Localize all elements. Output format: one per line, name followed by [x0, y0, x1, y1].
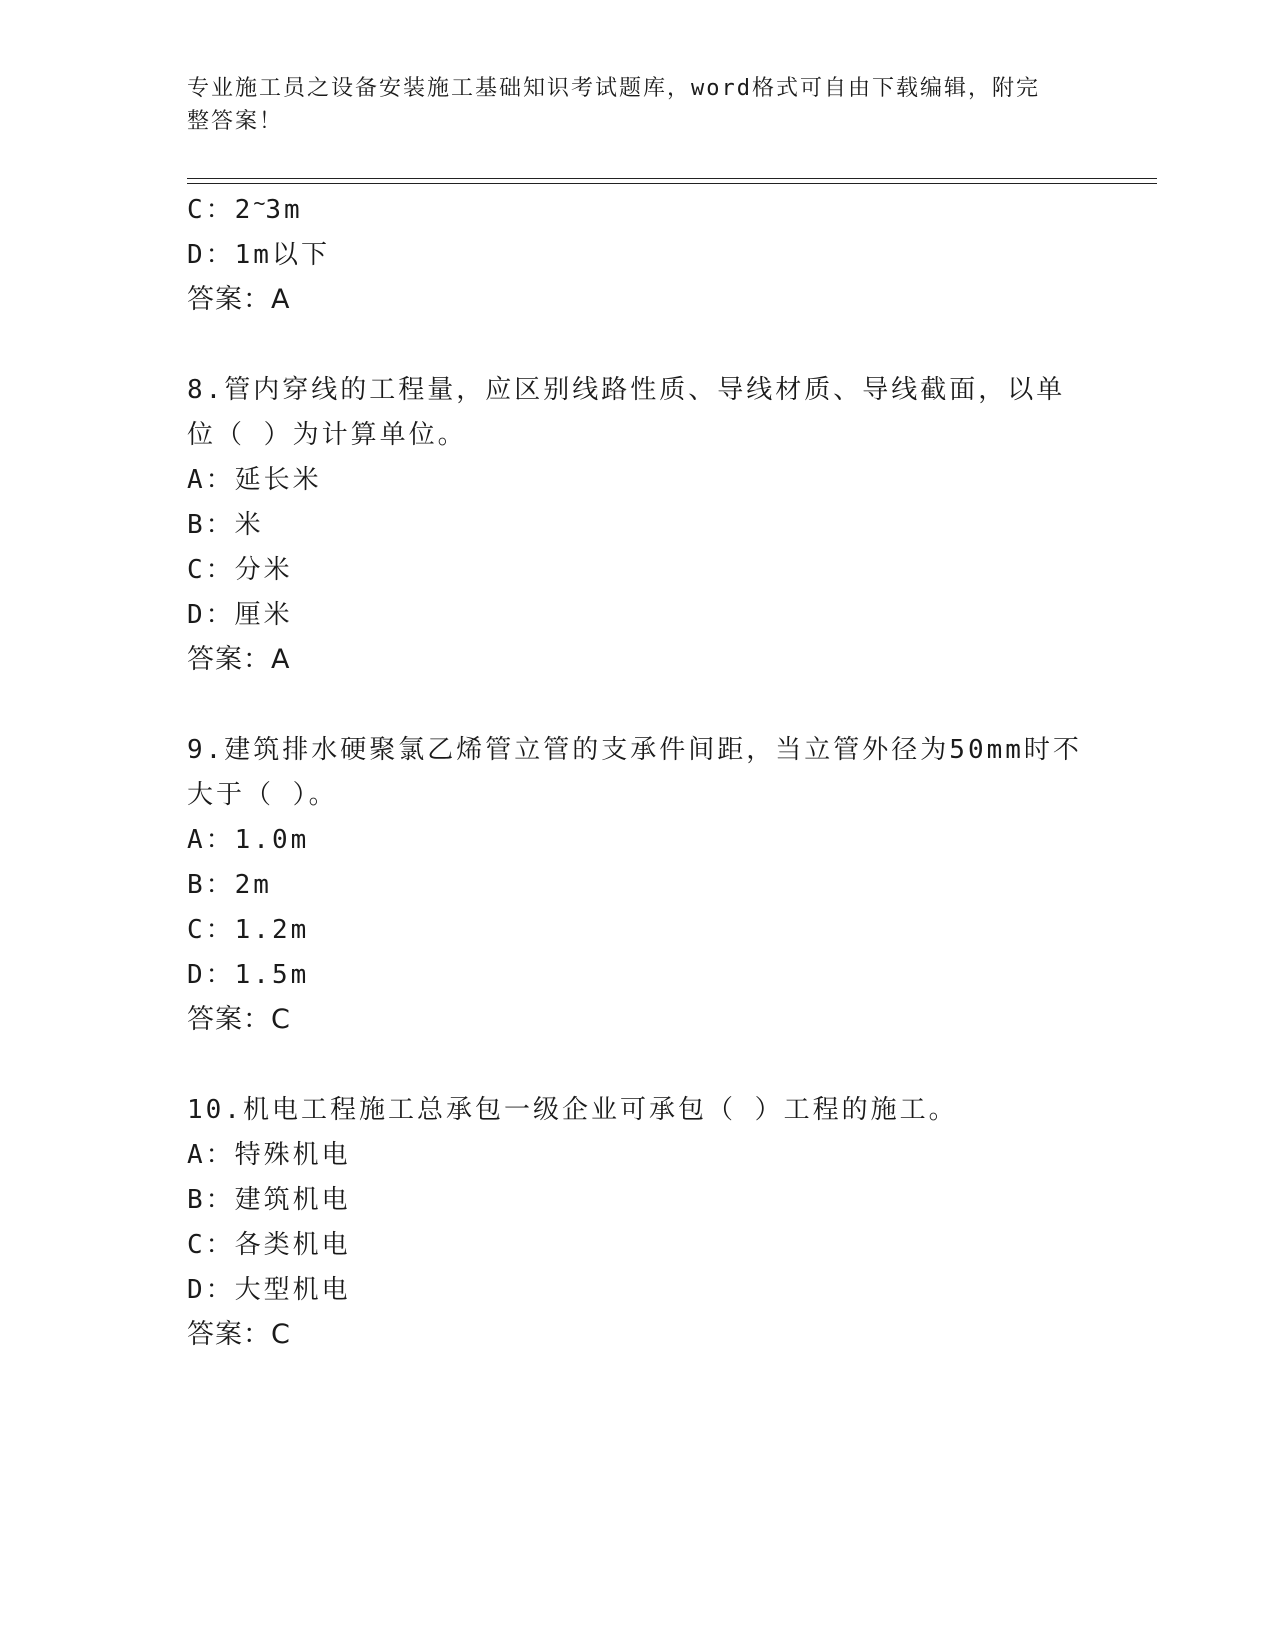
q10-option-c: C：各类机电 — [187, 1230, 351, 1260]
q8-stem-line-2: 位（ ）为计算单位。 — [187, 420, 467, 450]
q7-option-c-tilde: ~ — [253, 191, 266, 215]
q9-option-b: B：2m — [187, 870, 272, 900]
header-divider-bottom — [187, 183, 1157, 184]
q9-stem-line-2: 大于（ ）。 — [187, 780, 338, 810]
q7-option-c-rest: 3m — [265, 195, 303, 225]
q10-option-a: A：特殊机电 — [187, 1140, 351, 1170]
q9-stem-line-1: 9.建筑排水硬聚氯乙烯管立管的支承件间距，当立管外径为50mm时不 — [187, 735, 1082, 765]
q8-stem-line-1: 8.管内穿线的工程量，应区别线路性质、导线材质、导线截面，以单 — [187, 375, 1066, 405]
q9-option-c: C：1.2m — [187, 915, 310, 945]
q8-option-b: B：米 — [187, 510, 264, 540]
q9-answer: 答案：C — [187, 1004, 291, 1035]
q10-answer: 答案：C — [187, 1319, 291, 1350]
q10-option-d: D：大型机电 — [187, 1275, 351, 1305]
page-header — [187, 72, 1067, 138]
q10-option-b: B：建筑机电 — [187, 1185, 351, 1215]
q8-option-c: C：分米 — [187, 555, 293, 585]
q7-option-d: D：1m以下 — [187, 240, 330, 270]
header-divider-top — [187, 178, 1157, 179]
q7-answer: 答案：A — [187, 284, 291, 315]
q9-option-a: A：1.0m — [187, 825, 310, 855]
q7-option-c-label: C：2 — [187, 195, 254, 225]
q7-option-c — [187, 191, 303, 227]
q10-stem-line-1: 10.机电工程施工总承包一级企业可承包（ ）工程的施工。 — [187, 1095, 958, 1125]
header-line-2: 整答案！ — [187, 109, 284, 134]
header-line-1: 专业施工员之设备安装施工基础知识考试题库，word格式可自由下载编辑，附完 — [187, 76, 1040, 101]
q8-option-a: A：延长米 — [187, 465, 322, 495]
q8-answer: 答案：A — [187, 644, 291, 675]
q8-option-d: D：厘米 — [187, 600, 293, 630]
q9-option-d: D：1.5m — [187, 960, 310, 990]
